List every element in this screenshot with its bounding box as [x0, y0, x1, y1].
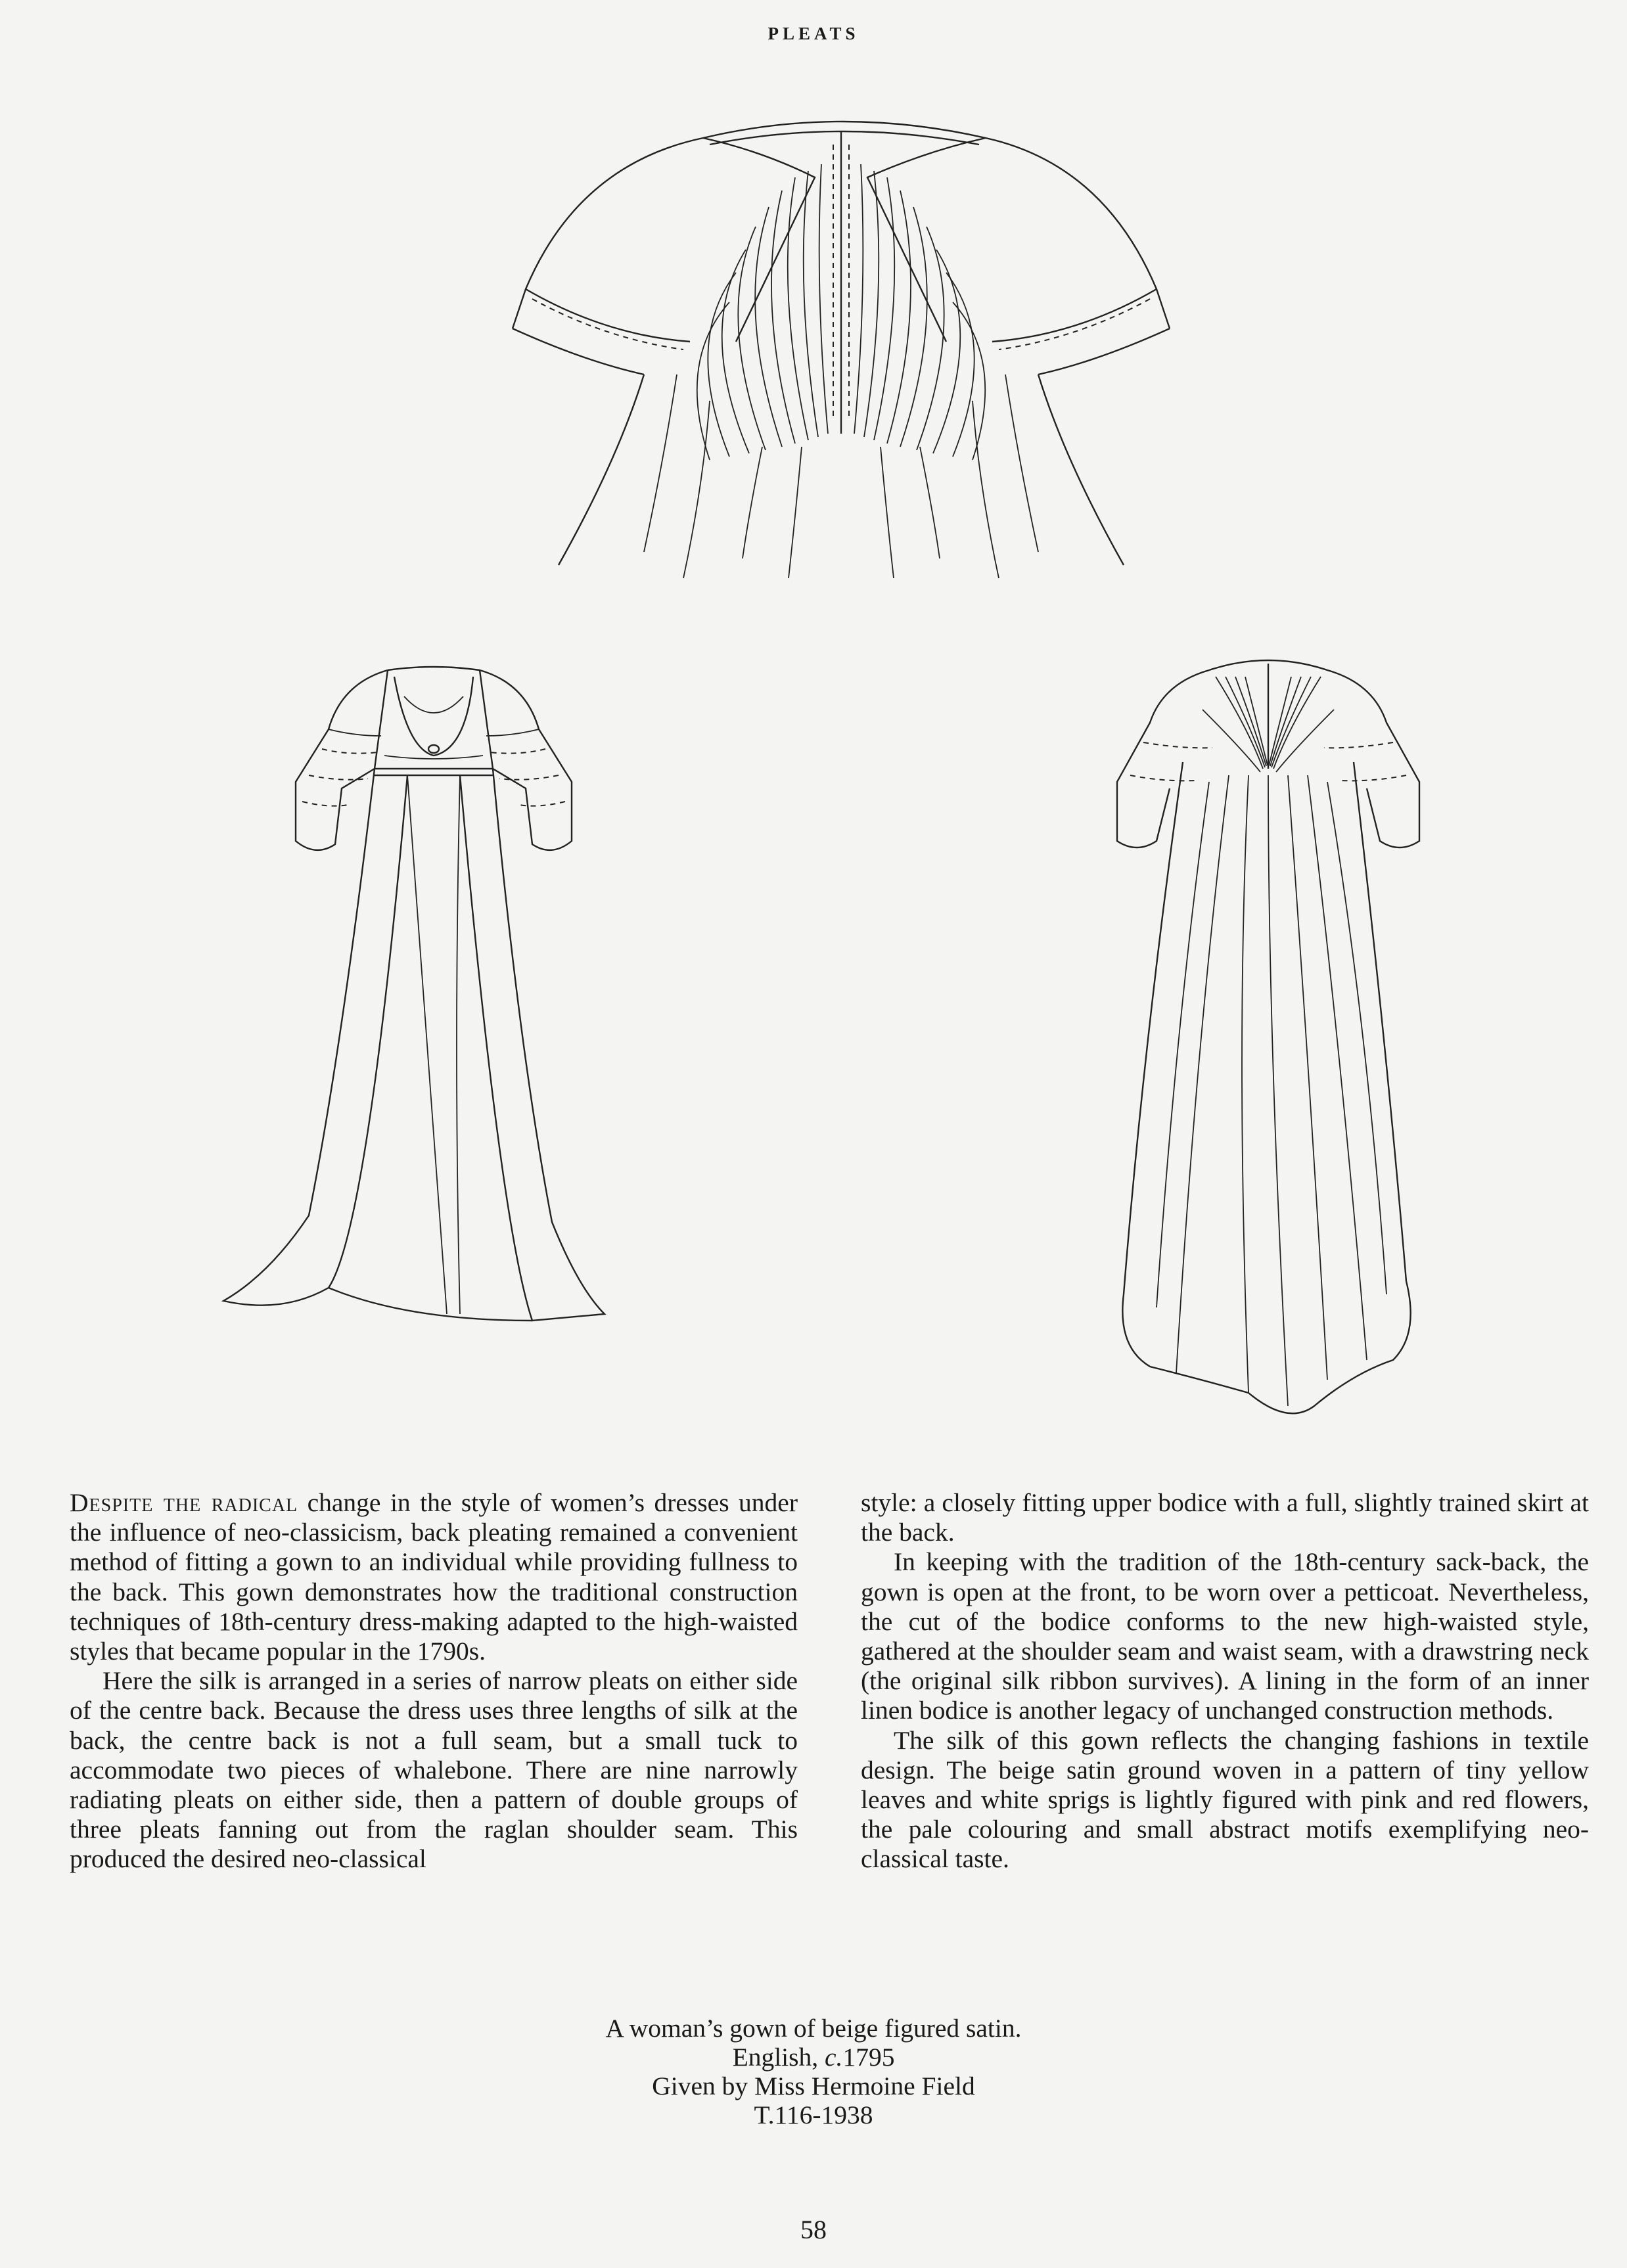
caption-date-line: English, c.1795 — [732, 2043, 895, 2072]
caption-donor: Given by Miss Hermoine Field — [652, 2072, 975, 2100]
caption-museum-number: T.116-1938 — [754, 2100, 873, 2129]
body-paragraph: Here the silk is arranged in a series of narrow pleats on either side of the centre back. Because the dress uses three lengths of silk at the back, the centre back is not a full seam, but a small tuck to accommodate two pieces of whalebone. There are nine narrowly radiating pleats on either side, then a pattern of double groups of three pleats fanning out from the raglan shoulder seam. This produced the desired neo-classical — [70, 1666, 798, 1874]
circa-abbreviation: c. — [825, 2043, 843, 2072]
running-head: PLEATS — [768, 24, 859, 43]
gown-back-view-drawing — [1051, 650, 1498, 1439]
paragraph-text: change in the style of women’s dresses under the influence of neo-classicism, back pleating remained a convenient method of fitting a gown to an individual while providing fullness to the back. This gown demonstrates how the traditional construction techniques of 18th-century dress-making adapted to the high-waisted styles that became popular in the 1790s. — [70, 1488, 798, 1666]
back-pleats-detail-drawing — [486, 92, 1196, 591]
caption-title: A woman’s gown of beige figured satin. — [605, 2014, 1022, 2043]
body-paragraph: The silk of this gown reflects the changing fashions in textile design. The beige satin ground woven in a pattern of tiny yellow leaves and white sprigs is lightly figured with pink and red flowers, the pale colouring and small abstract motifs exemplifying neo-classical taste. — [861, 1725, 1589, 1874]
body-paragraph: style: a closely fitting upper bodice with a full, slightly trained skirt at the back. — [861, 1488, 1589, 1547]
figure-caption — [0, 2014, 1627, 2129]
gown-front-view-drawing — [210, 657, 670, 1334]
body-text-left-column — [70, 1488, 798, 1874]
body-paragraph — [70, 1488, 798, 1666]
page-number: 58 — [800, 2215, 827, 2244]
body-paragraph: In keeping with the tradition of the 18th-century sack-back, the gown is open at the front, to be worn over a petticoat. Nevertheless, the cut of the bodice conforms to the new high-waisted style, gathered at the shoulder seam and waist seam, with a drawstring neck (the original silk ribbon survives). A lining in the form of an inner linen bodice is another legacy of unchanged construction methods. — [861, 1547, 1589, 1725]
lead-in-small-caps: Despite the radical — [70, 1488, 298, 1517]
body-text-right-column — [861, 1488, 1589, 1874]
